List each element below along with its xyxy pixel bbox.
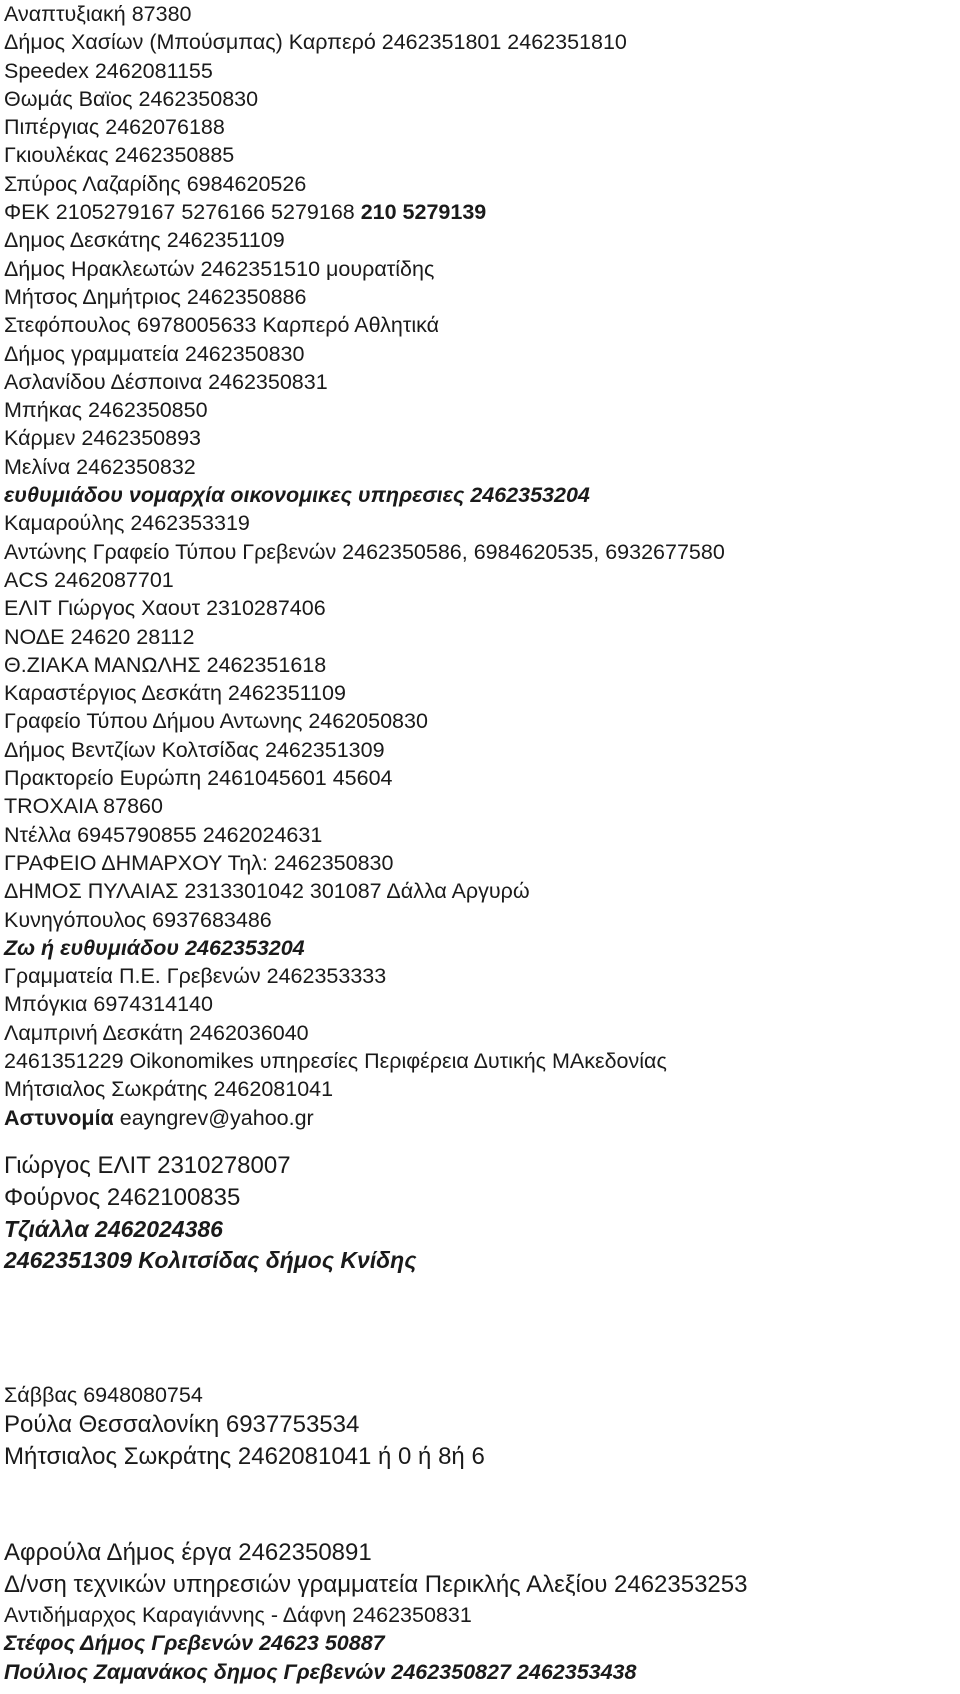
contacts-block-7 xyxy=(4,1537,954,1686)
contacts-block-1 xyxy=(4,0,954,226)
police-line xyxy=(4,1104,954,1132)
contact-line: Αφρούλα Δήμος έργα 2462350891 xyxy=(4,1539,372,1567)
contact-line: ΝΟΔΕ 24620 28112 xyxy=(4,624,195,649)
contact-line: Speedex 2462081155 xyxy=(4,58,213,83)
contact-line: Θωμάς Βαϊος 2462350830 xyxy=(4,86,259,111)
contact-line: Καραστέργιος Δεσκάτη 2462351109 xyxy=(4,681,346,706)
contact-line: Μήτσιαλος Σωκράτης 2462081041 ή 0 ή 8ή 6 xyxy=(4,1443,485,1471)
contact-line: Αναπτυξιακή 87380 xyxy=(4,2,192,26)
spacer xyxy=(4,1132,954,1150)
contact-line: TROXAIA 87860 xyxy=(4,794,163,819)
contact-line: Μελίνα 2462350832 xyxy=(4,454,196,479)
contact-line: Σάββας 6948080754 xyxy=(4,1382,203,1407)
contact-line: Σπύρος Λαζαρίδης 6984620526 xyxy=(4,171,307,196)
highlighted-contact-line: Ζω ή ευθυμιάδου 2462353204 xyxy=(4,935,305,960)
contact-line: Αντώνης Γραφείο Τύπου Γρεβενών 2462350586, 6984620535, 6932677580 xyxy=(4,539,725,564)
contact-line: Φούρνος 2462100835 xyxy=(4,1183,241,1211)
contact-line: Καμαρούλης 2462353319 xyxy=(4,511,250,536)
contact-line: Δήμος γραμματεία 2462350830 xyxy=(4,341,305,366)
contacts-block-2 xyxy=(4,226,954,509)
document-page xyxy=(4,0,954,1686)
contact-line: 2461351229 Oikonomikes υπηρεσίες Περιφέρεια Δυτικής ΜΑκεδονίας xyxy=(4,1048,667,1073)
contact-line: Γιώργος ΕΛΙΤ 2310278007 xyxy=(4,1151,291,1179)
contact-line: Μήτσιαλος Σωκράτης 2462081041 xyxy=(4,1077,334,1102)
contact-line: Δήμος Χασίων (Μπούσμπας) Καρπερό 2462351801 2462351810 xyxy=(4,30,627,55)
contact-line: Μπήκας 2462350850 xyxy=(4,398,208,423)
contact-line: Ντέλλα 6945790855 2462024631 xyxy=(4,822,323,847)
police-label: Αστυνομία xyxy=(4,1105,114,1130)
highlighted-contact-line: Πούλιος Ζαμανάκος δημος Γρεβενών 2462350827 2462353438 xyxy=(4,1659,637,1684)
contact-line: Γκιουλέκας 2462350885 xyxy=(4,143,235,168)
fek-prefix: ΦΕΚ 2105279167 5276166 5279168 xyxy=(4,200,361,225)
contact-line: Δημος Δεσκάτης 2462351109 xyxy=(4,228,285,253)
fek-bold-number: 210 5279139 xyxy=(360,200,487,225)
fek-line xyxy=(4,198,954,226)
highlighted-contact-line: Τζιάλλα 2462024386 xyxy=(4,1215,223,1242)
contact-line: Στεφόπουλος 6978005633 Καρπερό Αθλητικά xyxy=(4,313,440,338)
contact-line: Γραμματεία Π.Ε. Γρεβενών 2462353333 xyxy=(4,964,387,989)
spacer xyxy=(4,1473,954,1537)
contact-line: ΓΡΑΦΕΙΟ ΔΗΜΑΡΧΟΥ Τηλ: 2462350830 xyxy=(4,850,394,875)
contacts-block-4 xyxy=(4,962,954,1132)
contact-line: Κάρμεν 2462350893 xyxy=(4,426,202,451)
contact-line: Πιπέργιας 2462076188 xyxy=(4,115,225,140)
contact-line: Δ/νση τεχνικών υπηρεσιών γραμματεία Περικλής Αλεξίου 2462353253 xyxy=(4,1571,748,1599)
contact-line: ΔΗΜΟΣ ΠΥΛΑΙΑΣ 2313301042 301087 Δάλλα Αργυρώ xyxy=(4,879,530,904)
contact-line: Ρούλα Θεσσαλονίκη 6937753534 xyxy=(4,1411,360,1439)
contact-line: Θ.ΖΙΑΚΑ ΜΑΝΩΛΗΣ 2462351618 xyxy=(4,652,327,677)
highlighted-contact-line: 2462351309 Κολιτσίδας δήμος Κνίδης xyxy=(4,1247,417,1274)
highlighted-contact-line: Στέφος Δήμος Γρεβενών 24623 50887 xyxy=(4,1631,385,1656)
contact-line: ΕΛΙΤ Γιώργος Χαουτ 2310287406 xyxy=(4,596,326,621)
spacer xyxy=(4,1277,954,1381)
police-email: eayngrev@yahoo.gr xyxy=(113,1105,314,1130)
contact-line: Κυνηγόπουλος 6937683486 xyxy=(4,907,272,932)
contacts-block-5 xyxy=(4,1150,954,1277)
highlighted-contact-line: ευθυμιάδου νομαρχία οικονομικες υπηρεσιες 2462353204 xyxy=(4,483,590,508)
contact-line: Ασλανίδου Δέσποινα 2462350831 xyxy=(4,369,328,394)
contact-line: Μπόγκια 6974314140 xyxy=(4,992,213,1017)
contact-line: ACS 2462087701 xyxy=(4,567,174,592)
contact-line: Λαμπρινή Δεσκάτη 2462036040 xyxy=(4,1020,309,1045)
contact-line: Πρακτορείο Ευρώπη 2461045601 45604 xyxy=(4,766,393,791)
contact-line: Μήτσος Δημήτριος 2462350886 xyxy=(4,284,307,309)
contact-line: Γραφείο Τύπου Δήμου Αντωνης 2462050830 xyxy=(4,709,428,734)
contacts-block-3 xyxy=(4,509,954,962)
contact-line: Δήμος Βεντζίων Κολτσίδας 2462351309 xyxy=(4,737,385,762)
contact-line: Αντιδήμαρχος Καραγιάννης - Δάφνη 2462350831 xyxy=(4,1603,472,1628)
contacts-block-6 xyxy=(4,1381,954,1473)
contact-line: Δήμος Ηρακλεωτών 2462351510 μουρατίδης xyxy=(4,256,435,281)
